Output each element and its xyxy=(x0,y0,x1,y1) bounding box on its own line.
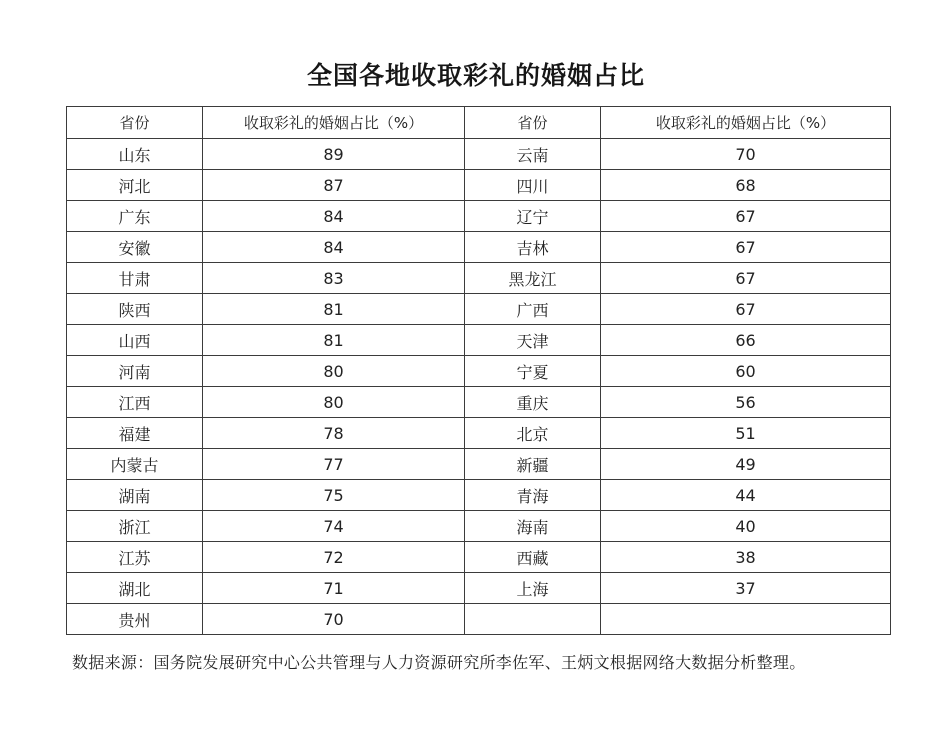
province-cell: 云南 xyxy=(465,139,601,170)
table-row xyxy=(67,387,891,418)
ratio-cell: 38 xyxy=(601,542,891,573)
province-cell: 江西 xyxy=(67,387,203,418)
ratio-cell: 67 xyxy=(601,232,891,263)
province-cell: 吉林 xyxy=(465,232,601,263)
ratio-cell: 72 xyxy=(203,542,465,573)
province-cell: 新疆 xyxy=(465,449,601,480)
ratio-cell: 67 xyxy=(601,201,891,232)
ratio-cell: 77 xyxy=(203,449,465,480)
ratio-cell: 83 xyxy=(203,263,465,294)
table-row xyxy=(67,480,891,511)
province-cell xyxy=(465,604,601,635)
province-cell: 陕西 xyxy=(67,294,203,325)
province-cell: 甘肃 xyxy=(67,263,203,294)
province-cell: 四川 xyxy=(465,170,601,201)
province-cell: 福建 xyxy=(67,418,203,449)
table-row xyxy=(67,356,891,387)
province-cell: 重庆 xyxy=(465,387,601,418)
header-ratio-left: 收取彩礼的婚姻占比（%） xyxy=(203,107,465,139)
table-row xyxy=(67,573,891,604)
province-cell: 广东 xyxy=(67,201,203,232)
header-province-left: 省份 xyxy=(67,107,203,139)
ratio-cell: 66 xyxy=(601,325,891,356)
ratio-cell: 67 xyxy=(601,294,891,325)
province-cell: 湖南 xyxy=(67,480,203,511)
header-ratio-right: 收取彩礼的婚姻占比（%） xyxy=(601,107,891,139)
ratio-cell: 84 xyxy=(203,201,465,232)
province-cell: 海南 xyxy=(465,511,601,542)
ratio-cell: 84 xyxy=(203,232,465,263)
table-row xyxy=(67,170,891,201)
table-row xyxy=(67,511,891,542)
header-row xyxy=(67,107,891,139)
ratio-cell: 80 xyxy=(203,387,465,418)
ratio-cell: 71 xyxy=(203,573,465,604)
ratio-cell: 81 xyxy=(203,294,465,325)
table-row xyxy=(67,418,891,449)
province-cell: 宁夏 xyxy=(465,356,601,387)
ratio-cell: 68 xyxy=(601,170,891,201)
ratio-cell: 49 xyxy=(601,449,891,480)
bride-price-table xyxy=(66,106,891,635)
ratio-cell: 67 xyxy=(601,263,891,294)
province-cell: 上海 xyxy=(465,573,601,604)
table-row xyxy=(67,201,891,232)
table-row xyxy=(67,139,891,170)
province-cell: 山西 xyxy=(67,325,203,356)
source-note: 数据来源：国务院发展研究中心公共管理与人力资源研究所李佐军、王炳文根据网络大数据分析整理。 xyxy=(72,653,806,672)
province-cell: 山东 xyxy=(67,139,203,170)
ratio-cell: 56 xyxy=(601,387,891,418)
province-cell: 江苏 xyxy=(67,542,203,573)
province-cell: 河北 xyxy=(67,170,203,201)
table-row xyxy=(67,325,891,356)
table-row xyxy=(67,449,891,480)
table-title: 全国各地收取彩礼的婚姻占比 xyxy=(306,61,645,90)
ratio-cell: 80 xyxy=(203,356,465,387)
table-row xyxy=(67,232,891,263)
province-cell: 广西 xyxy=(465,294,601,325)
province-cell: 北京 xyxy=(465,418,601,449)
ratio-cell: 60 xyxy=(601,356,891,387)
ratio-cell xyxy=(601,604,891,635)
ratio-cell: 75 xyxy=(203,480,465,511)
table-row xyxy=(67,604,891,635)
ratio-cell: 87 xyxy=(203,170,465,201)
ratio-cell: 81 xyxy=(203,325,465,356)
province-cell: 黑龙江 xyxy=(465,263,601,294)
ratio-cell: 51 xyxy=(601,418,891,449)
province-cell: 青海 xyxy=(465,480,601,511)
ratio-cell: 74 xyxy=(203,511,465,542)
province-cell: 安徽 xyxy=(67,232,203,263)
table-row xyxy=(67,294,891,325)
province-cell: 贵州 xyxy=(67,604,203,635)
table-body xyxy=(67,139,891,635)
ratio-cell: 70 xyxy=(601,139,891,170)
table-row xyxy=(67,542,891,573)
province-cell: 湖北 xyxy=(67,573,203,604)
ratio-cell: 70 xyxy=(203,604,465,635)
province-cell: 西藏 xyxy=(465,542,601,573)
ratio-cell: 37 xyxy=(601,573,891,604)
province-cell: 辽宁 xyxy=(465,201,601,232)
province-cell: 天津 xyxy=(465,325,601,356)
table-row xyxy=(67,263,891,294)
ratio-cell: 40 xyxy=(601,511,891,542)
province-cell: 河南 xyxy=(67,356,203,387)
province-cell: 内蒙古 xyxy=(67,449,203,480)
ratio-cell: 89 xyxy=(203,139,465,170)
province-cell: 浙江 xyxy=(67,511,203,542)
ratio-cell: 44 xyxy=(601,480,891,511)
header-province-right: 省份 xyxy=(465,107,601,139)
ratio-cell: 78 xyxy=(203,418,465,449)
